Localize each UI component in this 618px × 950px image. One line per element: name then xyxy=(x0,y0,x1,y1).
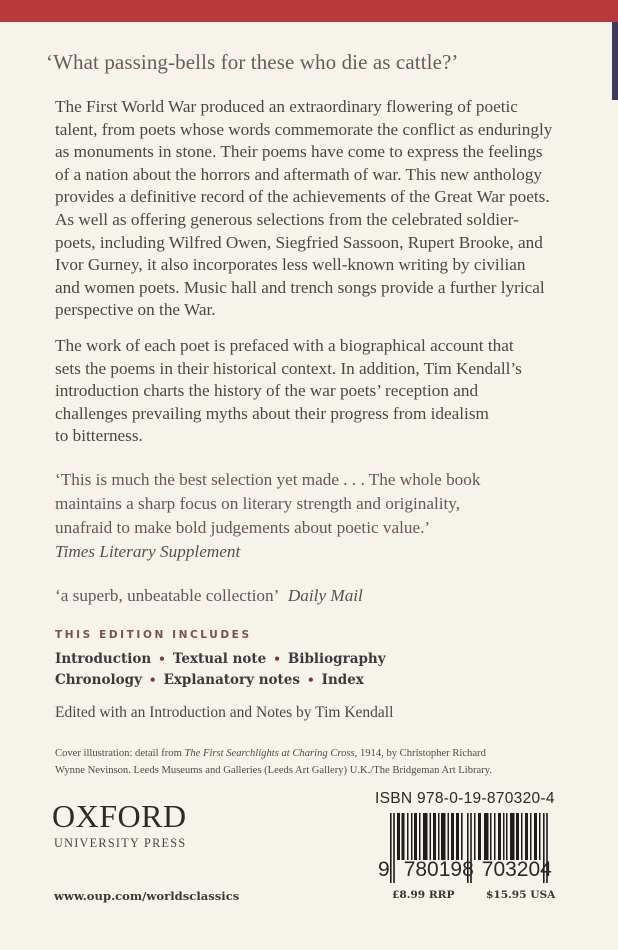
include-item: Explanatory notes xyxy=(163,672,300,688)
review-line: maintains a sharp focus on literary strength and originality, xyxy=(55,494,461,513)
includes-heading: THIS EDITION INCLUDES xyxy=(55,629,252,641)
isbn-label: ISBN 978-0-19-870320-4 xyxy=(375,790,555,807)
review-line: ‘This is much the best selection yet made . . . The whole book xyxy=(55,470,481,489)
include-item: Chronology xyxy=(55,672,142,688)
top-color-band xyxy=(0,0,618,22)
cover-edge-strip xyxy=(612,22,618,100)
credit-line-2: Wynne Nevinson. Leeds Museums and Galleries (Leeds Art Gallery) U.K./The Bridgeman Art Library. xyxy=(55,765,493,776)
include-item: Introduction xyxy=(55,651,152,667)
text-line: as monuments in stone. Their poems have come to express the feelings xyxy=(55,142,543,162)
review-source: Times Literary Supplement xyxy=(55,542,241,561)
text-line: The work of each poet is prefaced with a biographical account that xyxy=(55,336,514,355)
cover-illustration-credit xyxy=(55,745,492,779)
text-line: talent, from poets whose words commemorate the conflict as enduringly xyxy=(55,119,553,139)
bullet-icon: • xyxy=(273,652,281,666)
review-line: unafraid to make bold judgements about poetic value.’ xyxy=(55,518,431,537)
bullet-icon: • xyxy=(148,673,157,687)
bullet-icon: • xyxy=(306,673,315,687)
description-paragraph-2 xyxy=(55,335,575,448)
editor-credit: Edited with an Introduction and Notes by Tim Kendall xyxy=(55,704,394,721)
headline-quote: ‘What passing-bells for these who die as cattle?’ xyxy=(46,50,459,74)
include-item: Index xyxy=(321,672,364,688)
includes-row-2 xyxy=(55,672,364,688)
artwork-title: The First Searchlights at Charing Cross xyxy=(184,748,355,759)
credit-prefix: Cover illustration: detail from xyxy=(55,748,185,759)
publisher-logo: OXFORD xyxy=(52,798,187,834)
text-line: poets, including Wilfred Owen, Siegfried Sassoon, Rupert Brooke, and xyxy=(55,232,543,252)
text-line: Ivor Gurney, it also incorporates less well-known writing by civilian xyxy=(55,255,526,275)
text-line: The First World War produced an extraordinary flowering of poetic xyxy=(55,97,518,116)
bullet-icon: • xyxy=(158,652,166,666)
barcode-digits xyxy=(378,858,552,882)
review-daily-mail xyxy=(55,584,575,608)
text-line: introduction charts the history of the war poets’ reception and xyxy=(55,381,479,401)
description-paragraph-1 xyxy=(55,96,575,322)
text-line: to bitterness. xyxy=(55,426,143,446)
text-line: sets the poems in their historical context. In addition, Tim Kendall’s xyxy=(55,358,522,378)
text-line: As well as offering generous selections from the celebrated soldier- xyxy=(55,209,519,229)
review-quote: ‘a superb, unbeatable collection’ xyxy=(55,586,280,605)
text-line: challenges prevailing myths about their progress from idealism xyxy=(55,403,489,423)
price-uk: £8.99 RRP xyxy=(392,889,455,901)
text-line: provides a definitive record of the achievements of the Great War poets. xyxy=(55,187,550,207)
text-line: and women poets. Music hall and trench songs provide a further lyrical xyxy=(55,277,545,297)
barcode-group-1: 780198 xyxy=(403,858,474,881)
credit-rest: , 1914, by Christopher Richard xyxy=(354,748,486,759)
text-line: perspective on the War. xyxy=(55,300,216,320)
publisher-subtitle: UNIVERSITY PRESS xyxy=(54,836,187,850)
review-source: Daily Mail xyxy=(287,586,363,605)
include-item: Bibliography xyxy=(287,651,386,667)
text-line: of a nation about the horrors and aftermath of war. This new anthology xyxy=(55,164,543,184)
publisher-url: www.oup.com/worldsclassics xyxy=(54,889,240,903)
include-item: Textual note xyxy=(172,651,267,667)
barcode-lead-digit: 9 xyxy=(378,858,390,881)
price-us: $15.95 USA xyxy=(486,889,556,901)
review-tls xyxy=(55,468,575,564)
includes-row-1 xyxy=(55,651,386,667)
barcode-group-2: 703204 xyxy=(481,858,552,881)
